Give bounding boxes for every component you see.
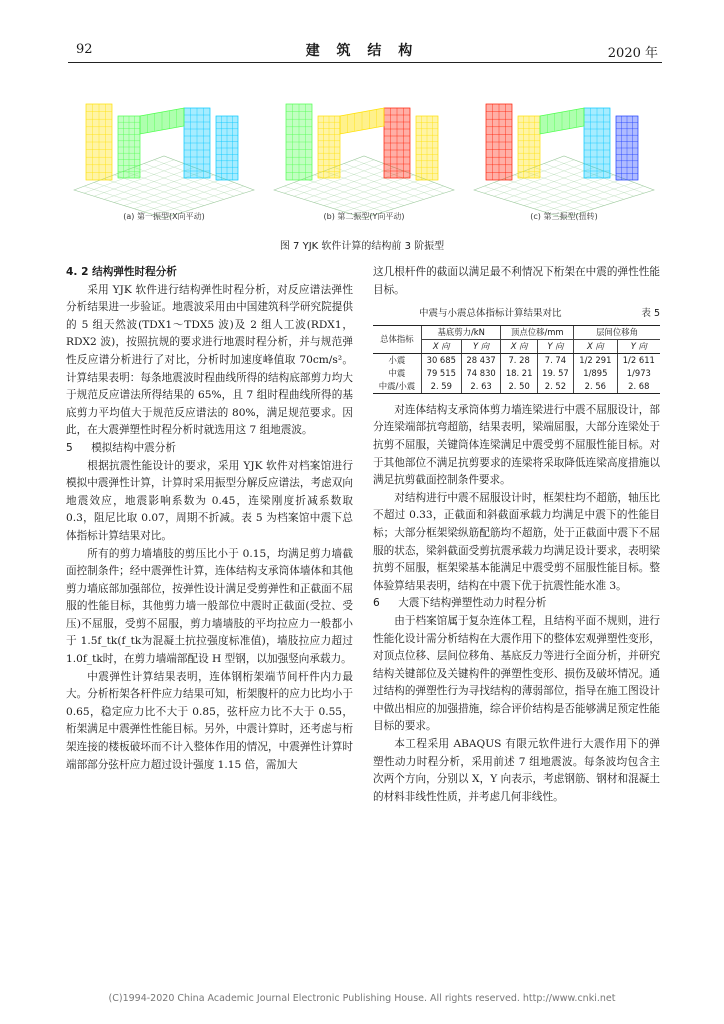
table-row-name: 小震	[388, 354, 406, 365]
paragraph: 由于档案馆属于复杂连体工程，且结构平面不规则，进行性能化设计需分析结构在大震作用下的整体宏观弹塑性变形，对顶点位移、层间位移角、基底反力等进行全面分析，并研究结构关键部位及关键构件的弹塑性变形、损伤及破坏情况。通过结构的弹塑性行为寻找结构的薄弱部位，指导在施工图设计中做出相应的加强措施，综合评价结构是否能够满足预定性能目标的要求。	[373, 614, 660, 733]
paragraph: 这几根杆件的截面以满足最不利情况下桁架在中震的弹性性能目标。	[373, 266, 660, 296]
section-title: 模拟结构中震分析	[91, 441, 176, 454]
table-title: 中震与小震总体指标计算结果对比	[419, 308, 562, 320]
table-cell: 19. 57	[537, 367, 573, 380]
table-label: 表 5	[641, 308, 660, 320]
table-row	[373, 380, 660, 394]
header-rule	[68, 62, 662, 63]
panel-caption-b: (b) 第二振型(Y向平动)	[323, 212, 405, 221]
table-cell: 7. 74	[537, 353, 573, 367]
mode-shape-image-c	[464, 86, 664, 222]
paragraph: 本工程采用 ABAQUS 有限元软件进行大震作用下的弹塑性动力时程分析，采用前述 7 组地震波。每条波均包含主次两个方向，分别以 X，Y 向表示，考虑钢筋、钢材和混凝土的材料非线性性质，并考虑几何非线性。	[373, 738, 660, 803]
paragraph: 对连体结构支承筒体剪力墙连梁进行中震不屈服设计，部分连梁端部抗弯超筋，结果表明，梁端屈服，大部分连梁处于抗剪不屈服，关键筒体连梁满足中震受剪不屈服性能目标。对于其他部位不满足抗剪要求的连梁将采取降低连梁高度措施以满足抗剪截面控制条件要求。	[373, 403, 660, 487]
panel-caption-c: (c) 第三振型(扭转)	[530, 212, 598, 221]
page-number: 92	[76, 42, 93, 57]
structure-wireframe	[274, 104, 454, 218]
structure-wireframe	[474, 104, 654, 218]
section-number: 6	[373, 597, 380, 610]
paragraph: 采用 YJK 软件进行结构弹性时程分析，对反应谱法弹性分析结果进一步验证。地震波采用由中国建筑科学研究院提供的 5 组天然波(TDX1～TDX5 波)及 2 组人工波(RDX1，RDX2 波)，按照抗规的要求进行地震时程分析，并与规范弹性反应谱分析进行了对比，分析时加速度峰值取 70cm/s²。计算结果表明：每条地震波时程曲线所得的结构底部剪力均大于规范反应谱法所得结果的 65%，且 7 组时程曲线所得的基底剪力平均值大于规范反应谱法的 80%，满足规范要求。因此，在大震弹塑性时程分析时就选用这 7 组地震波。	[66, 283, 353, 437]
mode-shape-figure-c	[464, 86, 664, 222]
table-dir-header: Y 向	[537, 339, 573, 353]
table-cell: 7. 28	[501, 353, 537, 367]
section-heading-6	[373, 595, 660, 613]
table-cell: 1/2 611	[617, 353, 660, 367]
structure-wireframe	[74, 104, 254, 218]
table-title-row	[373, 305, 660, 323]
table-cell: 1/2 291	[574, 353, 618, 367]
table-cell: 28 437	[461, 353, 501, 367]
section-heading-4-2: 4. 2 结构弹性时程分析	[66, 266, 177, 278]
table-row-name: 中震	[388, 367, 406, 378]
table-row-name: 中震/小震	[373, 380, 421, 394]
table-cell: 79 515	[421, 367, 461, 380]
section-number: 5	[66, 441, 73, 454]
table-group-header: 基底剪力/kN	[421, 325, 501, 339]
section-heading-5	[66, 440, 353, 458]
table-cell: 1/973	[617, 367, 660, 380]
table-dir-header: Y 向	[617, 339, 660, 353]
copyright-footer: (C)1994-2020 China Academic Journal Electronic Publishing House. All rights reserved. http://www.cnki.net	[108, 993, 616, 1004]
panel-caption-a: (a) 第一振型(X向平动)	[123, 212, 205, 221]
table-row	[373, 353, 660, 367]
mode-shape-figure-a	[64, 86, 264, 222]
journal-year: 2020 年	[607, 46, 658, 61]
mode-shape-image-b	[264, 86, 464, 222]
paragraph: 根据抗震性能设计的要求，采用 YJK 软件对档案馆进行模拟中震弹性计算，计算时采用振型分解反应谱法，考虑双向地震效应，地震影响系数为 0.45，连梁刚度折减系数取 0.3，阻尼比取 0.07，周期不折减。表 5 为档案馆中震下总体指标计算结果对比。	[66, 459, 353, 542]
table-cell: 2. 68	[617, 380, 660, 394]
comparison-table	[373, 325, 660, 394]
table-row-header: 总体指标	[373, 325, 421, 353]
table-group-header: 顶点位移/mm	[501, 325, 574, 339]
table-cell: 2. 63	[461, 380, 501, 394]
left-column	[66, 264, 353, 774]
section-title: 大震下结构弹塑性动力时程分析	[398, 597, 547, 610]
journal-title: 建 筑 结 构	[305, 43, 419, 59]
table-cell: 30 685	[421, 353, 461, 367]
table-cell: 2. 56	[574, 380, 618, 394]
table-dir-header: X 向	[574, 339, 618, 353]
paragraph: 对结构进行中震不屈服设计时，框架柱均不超筋，轴压比不超过 0.33，正截面和斜截面承载力均满足中震下的性能目标；大部分框架梁纵筋配筋均不超筋，处于正截面中震下不屈服的状态，梁斜截面受剪抗震承载力均满足设计要求，表明梁抗剪不屈服，框架梁基本能满足中震受剪不屈服性能目标。整体验算结果表明，结构在中震下优于抗震性能水准 3。	[373, 491, 660, 592]
paragraph: 中震弹性计算结果表明，连体钢桁架端节间杆件内力最大。分析桁架各杆件应力结果可知，桁架腹杆的应力比均小于 0.65，稳定应力比不大于 0.85，弦杆应力比不大于 0.55，桁架满足中震弹性性能目标。另外，中震计算时，还考虑与桁架连接的楼板破坏而不计入整体作用的情况，中震弹性计算时端部部分弦杆应力超过设计强度 1.15 倍，需加大	[66, 670, 353, 771]
table-cell: 74 830	[461, 367, 501, 380]
table-group-header: 层间位移角	[574, 325, 660, 339]
table-dir-header: X 向	[421, 339, 461, 353]
table-cell: 2. 59	[421, 380, 461, 394]
table-cell: 1/895	[574, 367, 618, 380]
table-dir-header: X 向	[501, 339, 537, 353]
table-row	[373, 367, 660, 380]
table-dir-header: Y 向	[461, 339, 501, 353]
mode-shape-image-a	[64, 86, 264, 222]
table-cell: 18. 21	[501, 367, 537, 380]
figure-caption: 图 7 YJK 软件计算的结构前 3 阶振型	[279, 241, 445, 252]
mode-shape-figure-b	[264, 86, 464, 222]
right-column	[373, 264, 660, 806]
paragraph: 所有的剪力墙墙肢的剪压比小于 0.15，均满足剪力墙截面控制条件；经中震弹性计算，连体结构支承筒体墙体和其他剪力墙底部加强部位，按弹性设计满足受剪弹性和正截面不屈服的性能目标，其他剪力墙一般部位中震时正截面(受拉、受压)不屈服，受剪不屈服，剪力墙墙肢的平均拉应力一般都小于 1.5f_tk(f_tk为混凝土抗拉强度标准值)，墙肢拉应力超过 1.0f_tk时，在剪力墙端部配设 H 型钢，以加强竖向承载力。	[66, 547, 353, 666]
table-cell: 2. 52	[537, 380, 573, 394]
table-cell: 2. 50	[501, 380, 537, 394]
